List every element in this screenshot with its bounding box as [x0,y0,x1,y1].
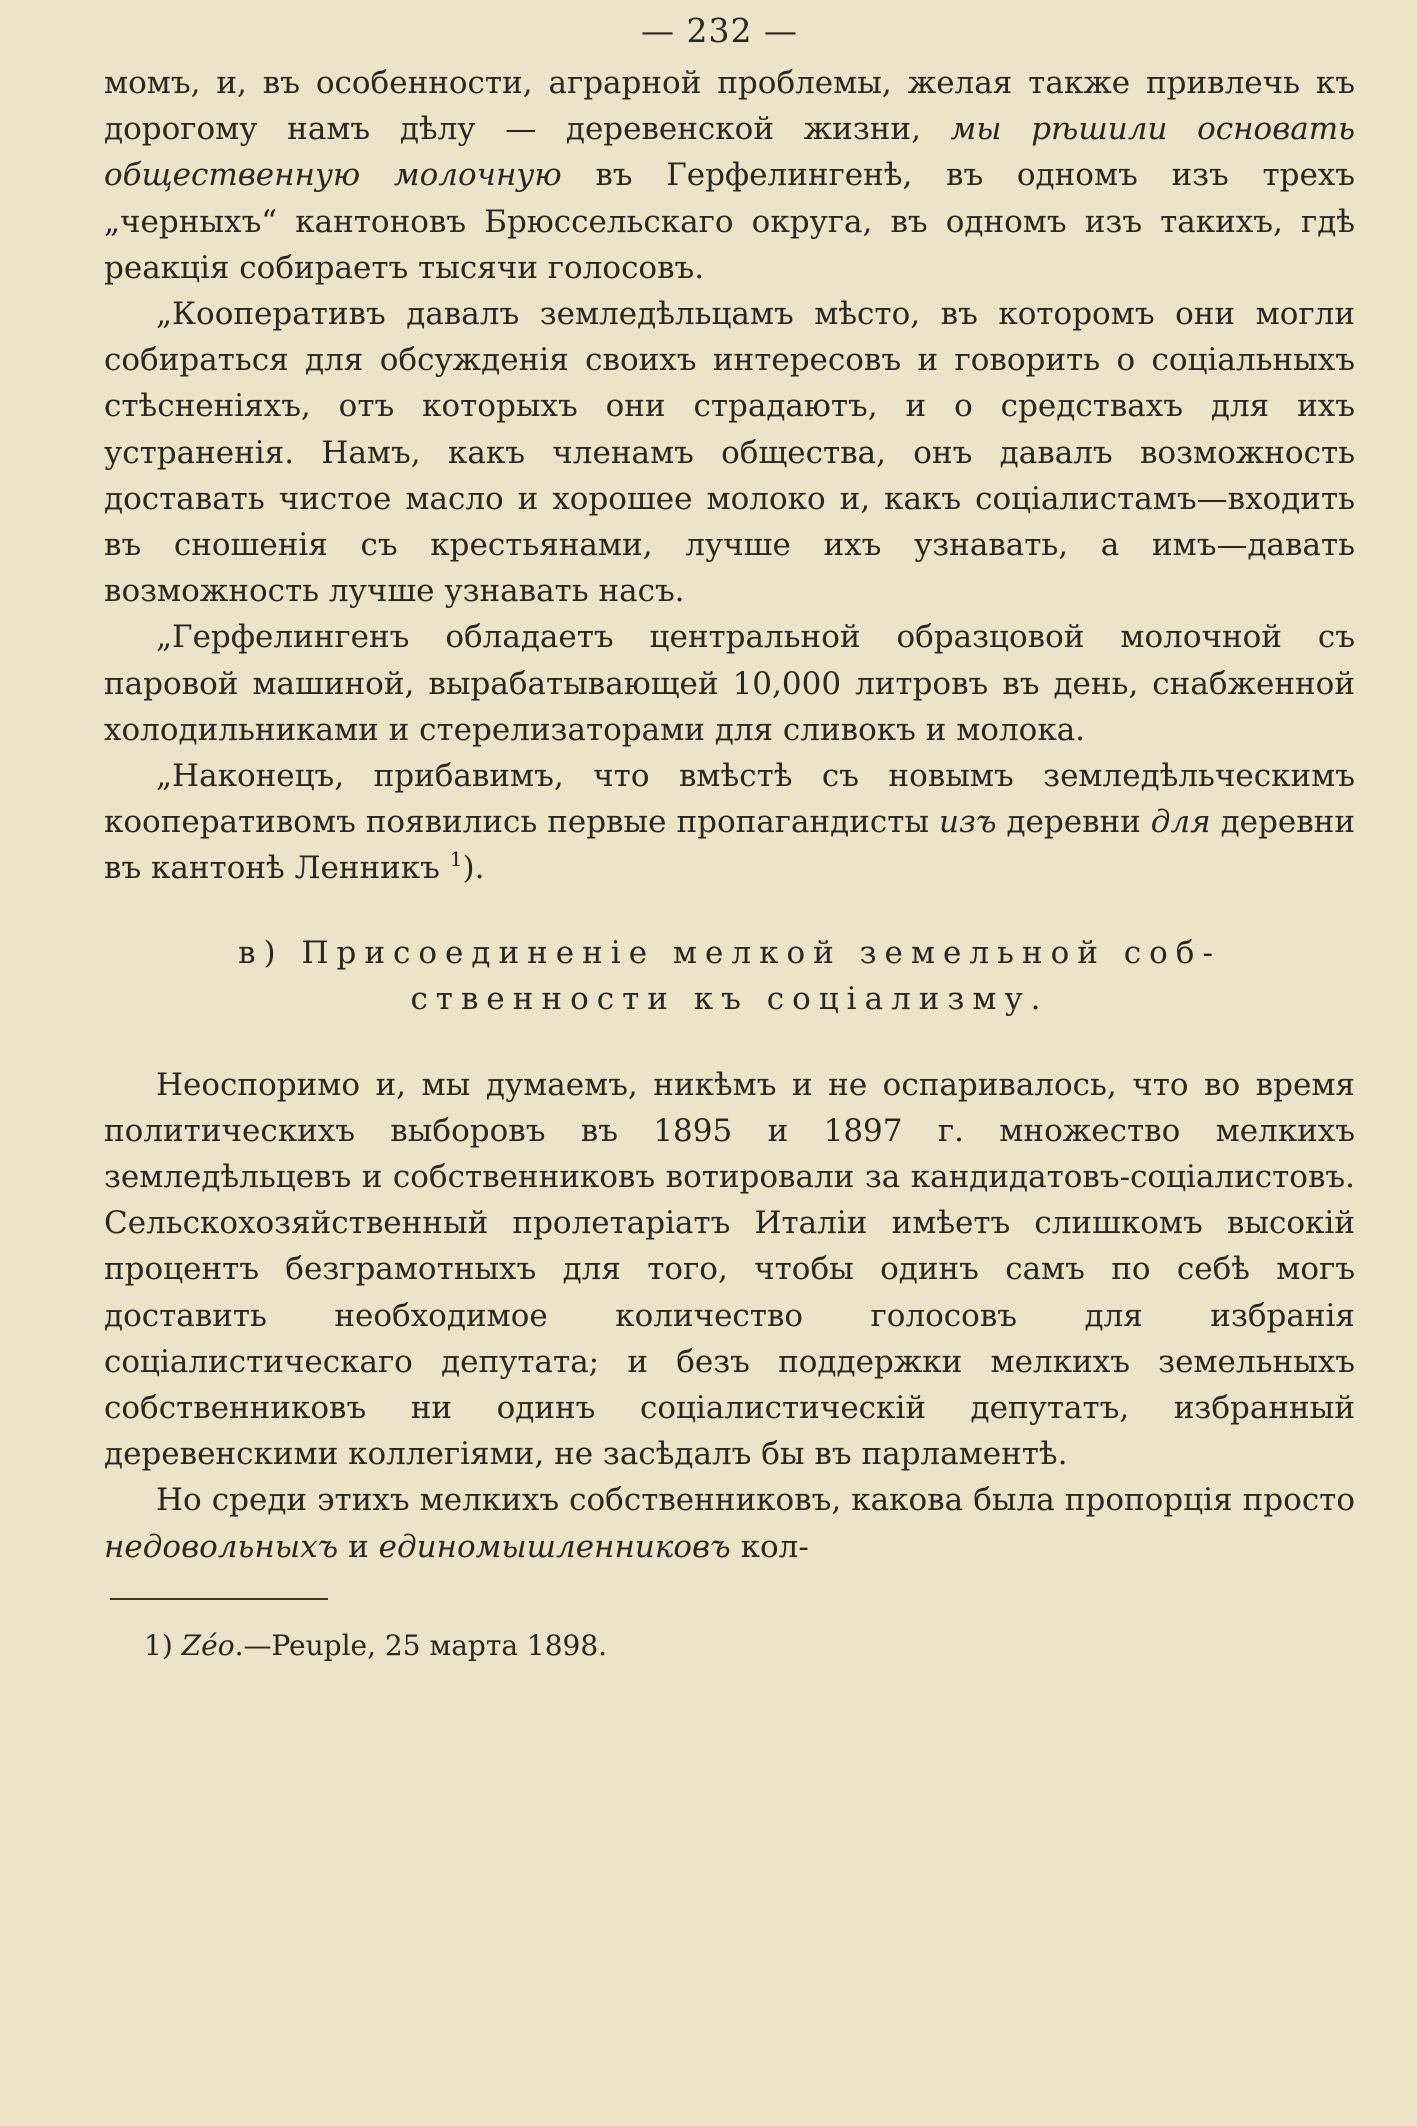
footnote-ref: 1 [449,847,463,872]
section-title-line-1: в) Присоединеніе мелкой земельной соб- [238,934,1221,971]
italic-text: изъ [938,804,997,841]
text-segment: деревни [996,804,1151,841]
paragraph [104,614,1355,753]
text-segment: момъ, и, въ особенности, аграрной проблемы, желая также привлечь къ дорогому намъ дѣлу — деревенской жизни, [104,65,1355,148]
paragraph [104,1062,1355,1478]
italic-text: единомышленниковъ [378,1528,731,1565]
text-segment: въ Герфелингенѣ, въ одномъ изъ трехъ „черныхъ“ кантоновъ Брюссельскаго округа, въ одномъ изъ такихъ, гдѣ реакція собираетъ тысячи голосовъ. [104,157,1355,286]
text-segment: Но среди этихъ мелкихъ собственниковъ, какова была пропорція просто [156,1482,1355,1519]
section-title [104,930,1355,1022]
footnote-source: .—Peuple, 25 марта 1898. [234,1628,608,1662]
text-segment: „Наконецъ, прибавимъ, что вмѣстѣ съ новымъ земледѣльческимъ кооперативомъ появились первые пропагандисты [104,758,1355,841]
footnote-divider [110,1598,328,1600]
paragraph [104,753,1355,892]
text-segment: „Кооперативъ давалъ земледѣльцамъ мѣсто, въ которомъ они могли собираться для обсужденія своихъ интересовъ и говорить о соціальныхъ стѣсненіяхъ, отъ которыхъ они страдаютъ, и о средствахъ для ихъ устраненія. Намъ, какъ членамъ общества, онъ давалъ возможность доставать чистое масло и хорошее молоко и, какъ соціалистамъ—входить въ сношенія съ крестьянами, лучше ихъ узнавать, а имъ—давать возможность лучше узнавать насъ. [104,296,1355,610]
text-segment: Неоспоримо и, мы думаемъ, никѣмъ и не оспаривалось, что во время политическихъ выборовъ въ 1895 и 1897 г. множество мелкихъ земледѣльцевъ и собственниковъ вотировали за кандидатовъ-соціалистовъ. Сельскохозяйственный пролетаріатъ Италіи имѣетъ слишкомъ высокій процентъ безграмотныхъ для того, чтобы одинъ самъ по себѣ могъ доставить необходимое количество голосовъ для избранія соціалистическаго депутата; и безъ поддержки мелкихъ земельныхъ собственниковъ ни одинъ соціалистическій депутатъ, избранный деревенскими коллегіями, не засѣдалъ бы въ парламентѣ. [104,1066,1355,1473]
section-title-line-2: ственности къ соціализму. [410,980,1049,1017]
footnote [144,1626,1355,1666]
paragraph [104,1477,1355,1569]
text-block-upper [104,60,1355,892]
text-segment: и [338,1528,379,1565]
italic-text: для [1150,804,1211,841]
italic-text: недовольныхъ [104,1528,339,1565]
paragraph [104,291,1355,614]
footnote-marker-paren: ) [161,1628,173,1662]
footnote-author: Zéo [181,1628,235,1662]
text-segment: „Герфелингенъ обладаетъ центральной образцовой молочной съ паровой машиной, вырабатывающей 10,000 литровъ въ день, снабженной холодильниками и стерелизаторами для сливокъ и молока. [104,619,1355,748]
footnote-marker: 1 [144,1628,162,1662]
paragraph [104,60,1355,291]
page-number: — 232 — [641,11,798,50]
italic-text: мы рѣшили основать общественную молочную [104,111,1356,194]
text-segment: деревни въ кантонѣ Ленникъ [104,804,1355,887]
text-block-lower [104,1062,1355,1570]
text-segment: кол- [730,1528,809,1565]
text-segment: ). [462,850,485,887]
